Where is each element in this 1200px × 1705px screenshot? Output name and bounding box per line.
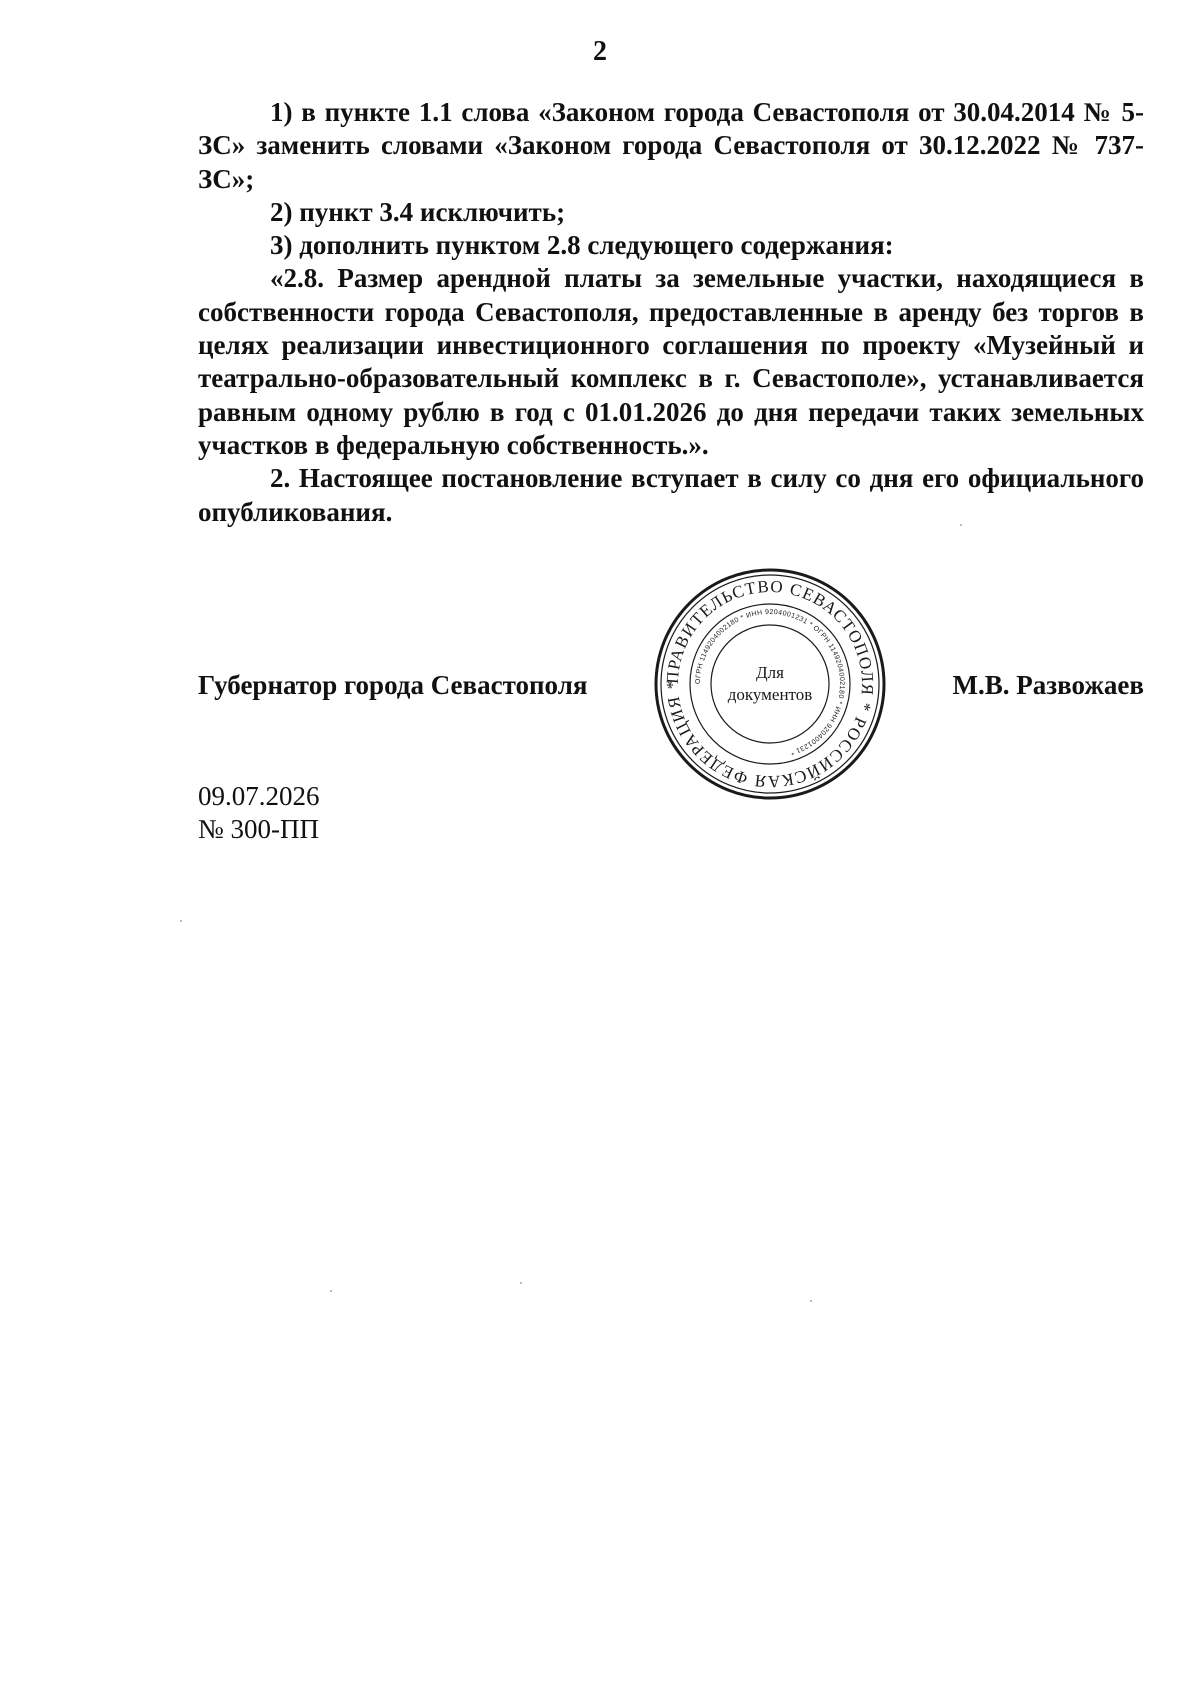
svg-text:ПРАВИТЕЛЬСТВО СЕВАСТОПОЛЯ * РО — [663, 577, 877, 791]
seal-center-line-1: Для — [756, 663, 784, 682]
scan-speck — [330, 1290, 332, 1292]
scan-speck — [960, 524, 962, 526]
paragraph-item-1: 1) в пункте 1.1 слова «Законом города Севастополя от 30.04.2014 № 5-ЗС» заменить словами «Законом города Севастополя от 30.12.2022 № 737-ЗС»; — [198, 97, 1144, 194]
paragraph-item-3: 3) дополнить пунктом 2.8 следующего содержания: — [270, 230, 894, 261]
seal-outer-text: ПРАВИТЕЛЬСТВО СЕВАСТОПОЛЯ * РОССИЙСКАЯ ФЕДЕРАЦИЯ * — [662, 576, 878, 792]
official-seal-icon — [652, 566, 888, 802]
svg-text:ОГРН 1149204002180 * ИНН 92040 — [695, 609, 845, 756]
document-number: № 300-ПП — [198, 814, 319, 844]
signatory-name: М.В. Развожаев — [952, 670, 1144, 700]
document-meta — [198, 780, 320, 846]
scan-speck — [180, 920, 182, 922]
scan-speck — [810, 1300, 812, 1302]
seal-center-line-2: документов — [727, 685, 813, 704]
signatory-position: Губернатор города Севастополя — [198, 670, 588, 700]
page-number: 2 — [593, 36, 607, 67]
scan-speck — [520, 1282, 522, 1284]
document-body — [198, 96, 1144, 529]
paragraph-item-2: 2) пункт 3.4 исключить; — [270, 196, 566, 227]
paragraph-point-2-8: «2.8. Размер арендной платы за земельные участки, находящиеся в собственности города Севастополя, предоставленные в аренду без торгов в целях реализации инвестиционного соглашения по проекту «Музейный и театрально-образовательный комплекс в г. Севастополе», устанавливается равным одному рублю в год с 01.01.2026 до дня передачи таких земельных участков в федеральную собственность.». — [198, 263, 1144, 460]
seal-inner-text: ОГРН 1149204002180 * ИНН 9204001231 * ОГРН 1149204002180 * ИНН 9204001231 * — [694, 608, 846, 756]
paragraph-effective-date: 2. Настоящее постановление вступает в силу со дня его официального опубликования. — [198, 463, 1144, 527]
document-date: 09.07.2026 — [198, 781, 320, 811]
